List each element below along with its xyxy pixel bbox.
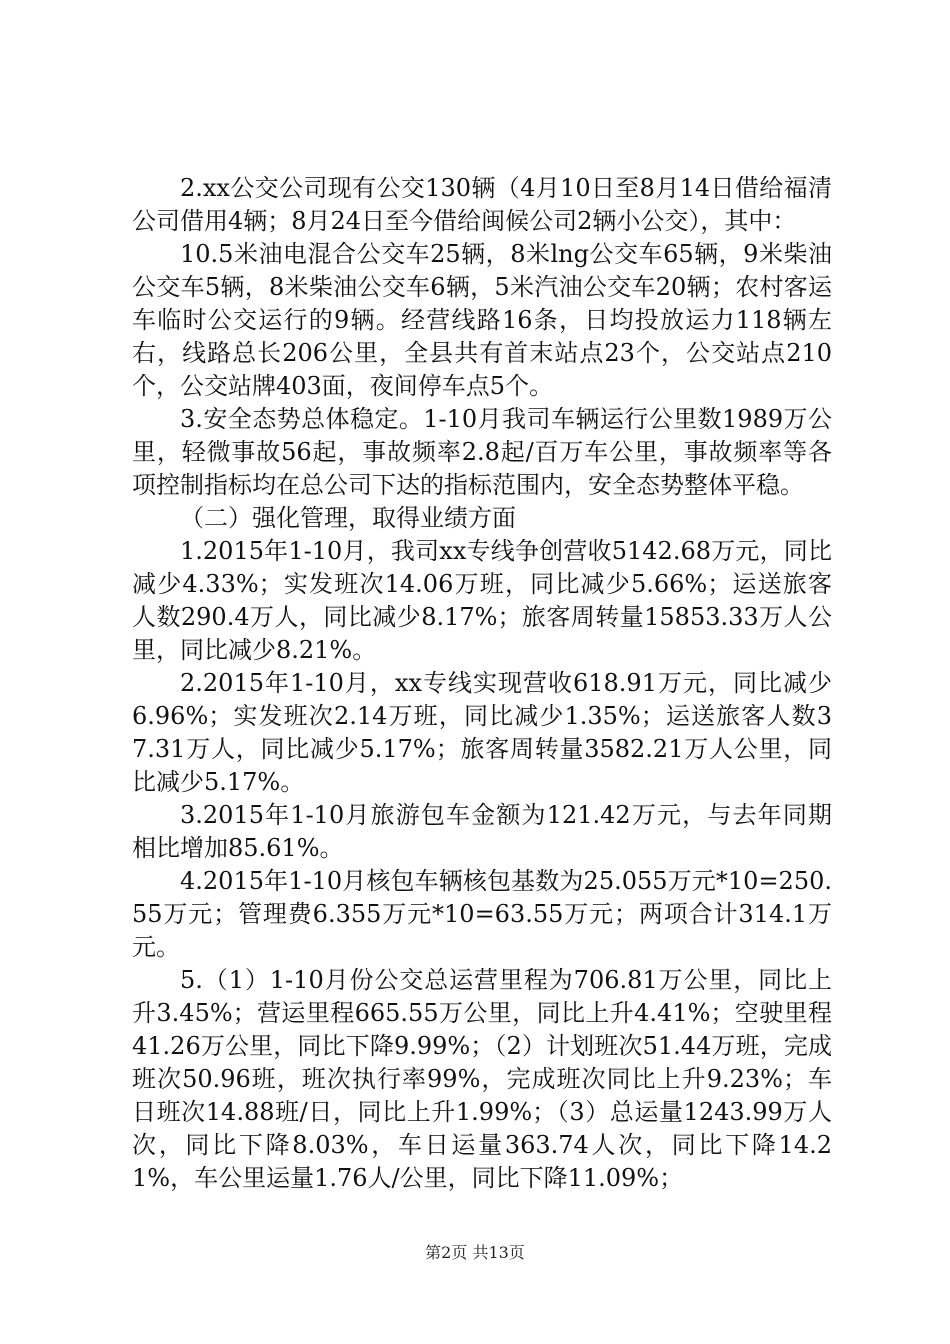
- paragraph-bus-types: 10.5米油电混合公交车25辆，8米lng公交车65辆，9米柴油公交车5辆，8米柴油公交车6辆，5米汽油公交车20辆；农村客运车临时公交运行的9辆。经营线路16条，日均投放运力118辆左右，线路总长206公里，全县共有首末站点23个，公交站点210个，公交站牌403面，夜间停车点5个。: [132, 240, 832, 400]
- section-heading-management: （二）强化管理，取得业绩方面: [180, 504, 516, 532]
- paragraph-xx-line-revenue: 2.2015年1-10月，xx专线实现营收618.91万元，同比减少6.96%；实发班次2.14万班，同比减少1.35%；运送旅客人数37.31万人，同比减少5.17%；旅客周转量3582.21万人公里，同比减少5.17%。: [132, 669, 832, 796]
- paragraph-bus-fleet: 2.xx公交公司现有公交130辆（4月10日至8月14日借给福清公司借用4辆；8月24日至今借给闽候公司2辆小公交），其中：: [132, 174, 832, 235]
- paragraph-charter: 3.2015年1-10月旅游包车金额为121.42万元，与去年同期相比增加85.61%。: [132, 801, 832, 862]
- paragraph-special-line-revenue: 1.2015年1-10月，我司xx专线争创营收5142.68万元，同比减少4.33%；实发班次14.06万班，同比减少5.66%；运送旅客人数290.4万人，同比减少8.17%；旅客周转量15853.33万人公里，同比减少8.21%。: [132, 537, 832, 664]
- page-number-footer: 第2页 共13页: [425, 1243, 525, 1262]
- paragraph-safety: 3.安全态势总体稳定。1-10月我司车辆运行公里数1989万公里，轻微事故56起，事故频率2.8起/百万车公里，事故频率等各项控制指标均在总公司下达的指标范围内，安全态势整体平稳。: [132, 405, 832, 499]
- paragraph-bus-operations: 5.（1）1-10月份公交总运营里程为706.81万公里，同比上升3.45%；营运里程665.55万公里，同比上升4.41%；空驶里程41.26万公里，同比下降9.99%；（2）计划班次51.44万班，完成班次50.96班，班次执行率99%，完成班次同比上升9.23%；车日班次14.88班/日，同比上升1.99%；（3）总运量1243.99万人次，同比下降8.03%，车日运量363.74人次，同比下降14.21%，车公里运量1.76人/公里，同比下降11.09%；: [132, 966, 832, 1192]
- paragraph-contract-vehicles: 4.2015年1-10月核包车辆核包基数为25.055万元*10=250.55万元；管理费6.355万元*10=63.55万元；两项合计314.1万元。: [132, 867, 832, 961]
- document-body: [132, 172, 832, 1195]
